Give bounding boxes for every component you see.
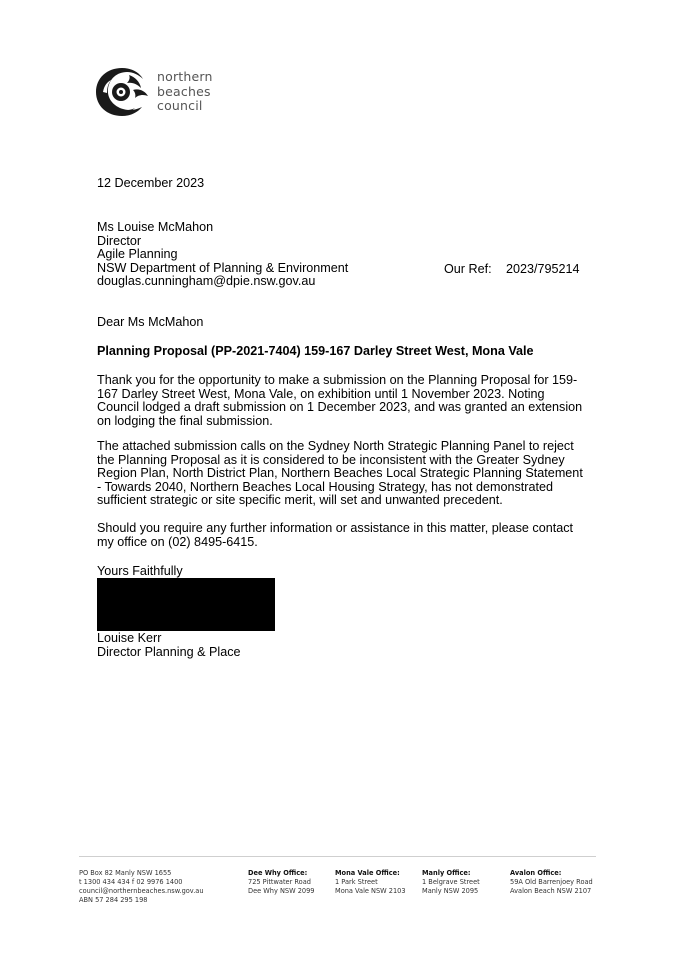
office-address: Mona Vale NSW 2103 (335, 887, 406, 895)
paragraph-line: Region Plan, North District Plan, Northern Beaches Local Strategic Planning Statement (97, 466, 583, 481)
office-heading: Dee Why Office: (248, 869, 308, 877)
council-logo-icon (93, 66, 151, 118)
subject-heading: Planning Proposal (PP-2021-7404) 159-167 Darley Street West, Mona Vale (97, 344, 534, 358)
office-address: Dee Why NSW 2099 (248, 887, 315, 895)
recipient-email: douglas.cunningham@dpie.nsw.gov.au (97, 274, 316, 289)
signer-name: Louise Kerr (97, 631, 162, 645)
paragraph-line: my office on (02) 8495-6415. (97, 534, 258, 549)
redacted-signature (97, 578, 275, 631)
footer-contact-details (79, 869, 204, 905)
office-address: 59A Old Barrenjoey Road (510, 878, 593, 886)
logo-line: northern (157, 69, 213, 84)
office-heading: Manly Office: (422, 869, 471, 877)
office-address: 1 Belgrave Street (422, 878, 480, 886)
logo-line: council (157, 98, 203, 113)
footer-office-mona-vale (335, 869, 406, 896)
council-logo-wordmark (157, 70, 213, 114)
office-address: 1 Park Street (335, 878, 378, 886)
letter-date: 12 December 2023 (97, 176, 205, 190)
body-paragraph-2 (97, 440, 587, 508)
office-address: Manly NSW 2095 (422, 887, 479, 895)
paragraph-line: 167 Darley Street West, Mona Vale, on exhibition until 1 November 2023. Noting (97, 386, 545, 401)
paragraph-line: The attached submission calls on the Sydney North Strategic Planning Panel to reject (97, 439, 574, 453)
signature-block (97, 632, 241, 659)
footer-divider (79, 856, 596, 857)
paragraph-line: Council lodged a draft submission on 1 December 2023, and was granted an extension (97, 400, 583, 415)
recipient-line: NSW Department of Planning & Environment (97, 260, 349, 275)
paragraph-line: the Planning Proposal as it is considered to be inconsistent with the Greater Sydney (97, 452, 565, 467)
office-heading: Mona Vale Office: (335, 869, 400, 877)
office-address: Avalon Beach NSW 2107 (510, 887, 592, 895)
paragraph-line: on lodging the final submission. (97, 413, 273, 428)
recipient-line: Director (97, 233, 142, 248)
office-heading: Avalon Office: (510, 869, 562, 877)
recipient-address-block (97, 221, 348, 289)
footer-abn: ABN 57 284 295 198 (79, 896, 148, 904)
paragraph-line: Should you require any further information or assistance in this matter, please contact (97, 521, 574, 535)
paragraph-line: - Towards 2040, Northern Beaches Local Housing Strategy, has not demonstrated (97, 479, 553, 494)
closing: Yours Faithfully (97, 564, 183, 578)
body-paragraph-1 (97, 374, 587, 428)
footer-email: council@northernbeaches.nsw.gov.au (79, 887, 204, 895)
footer-office-dee-why (248, 869, 315, 896)
paragraph-line: sufficient strategic or site specific merit, will set and unwanted precedent. (97, 493, 503, 508)
salutation: Dear Ms McMahon (97, 315, 204, 329)
logo-line: beaches (157, 83, 211, 99)
office-address: 725 Pittwater Road (248, 878, 311, 886)
recipient-line: Agile Planning (97, 247, 178, 262)
reference-number: 2023/795214 (506, 262, 580, 276)
body-paragraph-3 (97, 522, 587, 549)
footer-office-avalon (510, 869, 593, 896)
paragraph-line: Thank you for the opportunity to make a submission on the Planning Proposal for 159- (97, 373, 578, 387)
footer-phone: t 1300 434 434 f 02 9976 1400 (79, 878, 183, 886)
signer-title: Director Planning & Place (97, 644, 241, 659)
footer-office-manly (422, 869, 480, 896)
recipient-line: Ms Louise McMahon (97, 220, 214, 234)
reference-label: Our Ref: (444, 262, 492, 276)
footer-line: PO Box 82 Manly NSW 1655 (79, 869, 172, 877)
